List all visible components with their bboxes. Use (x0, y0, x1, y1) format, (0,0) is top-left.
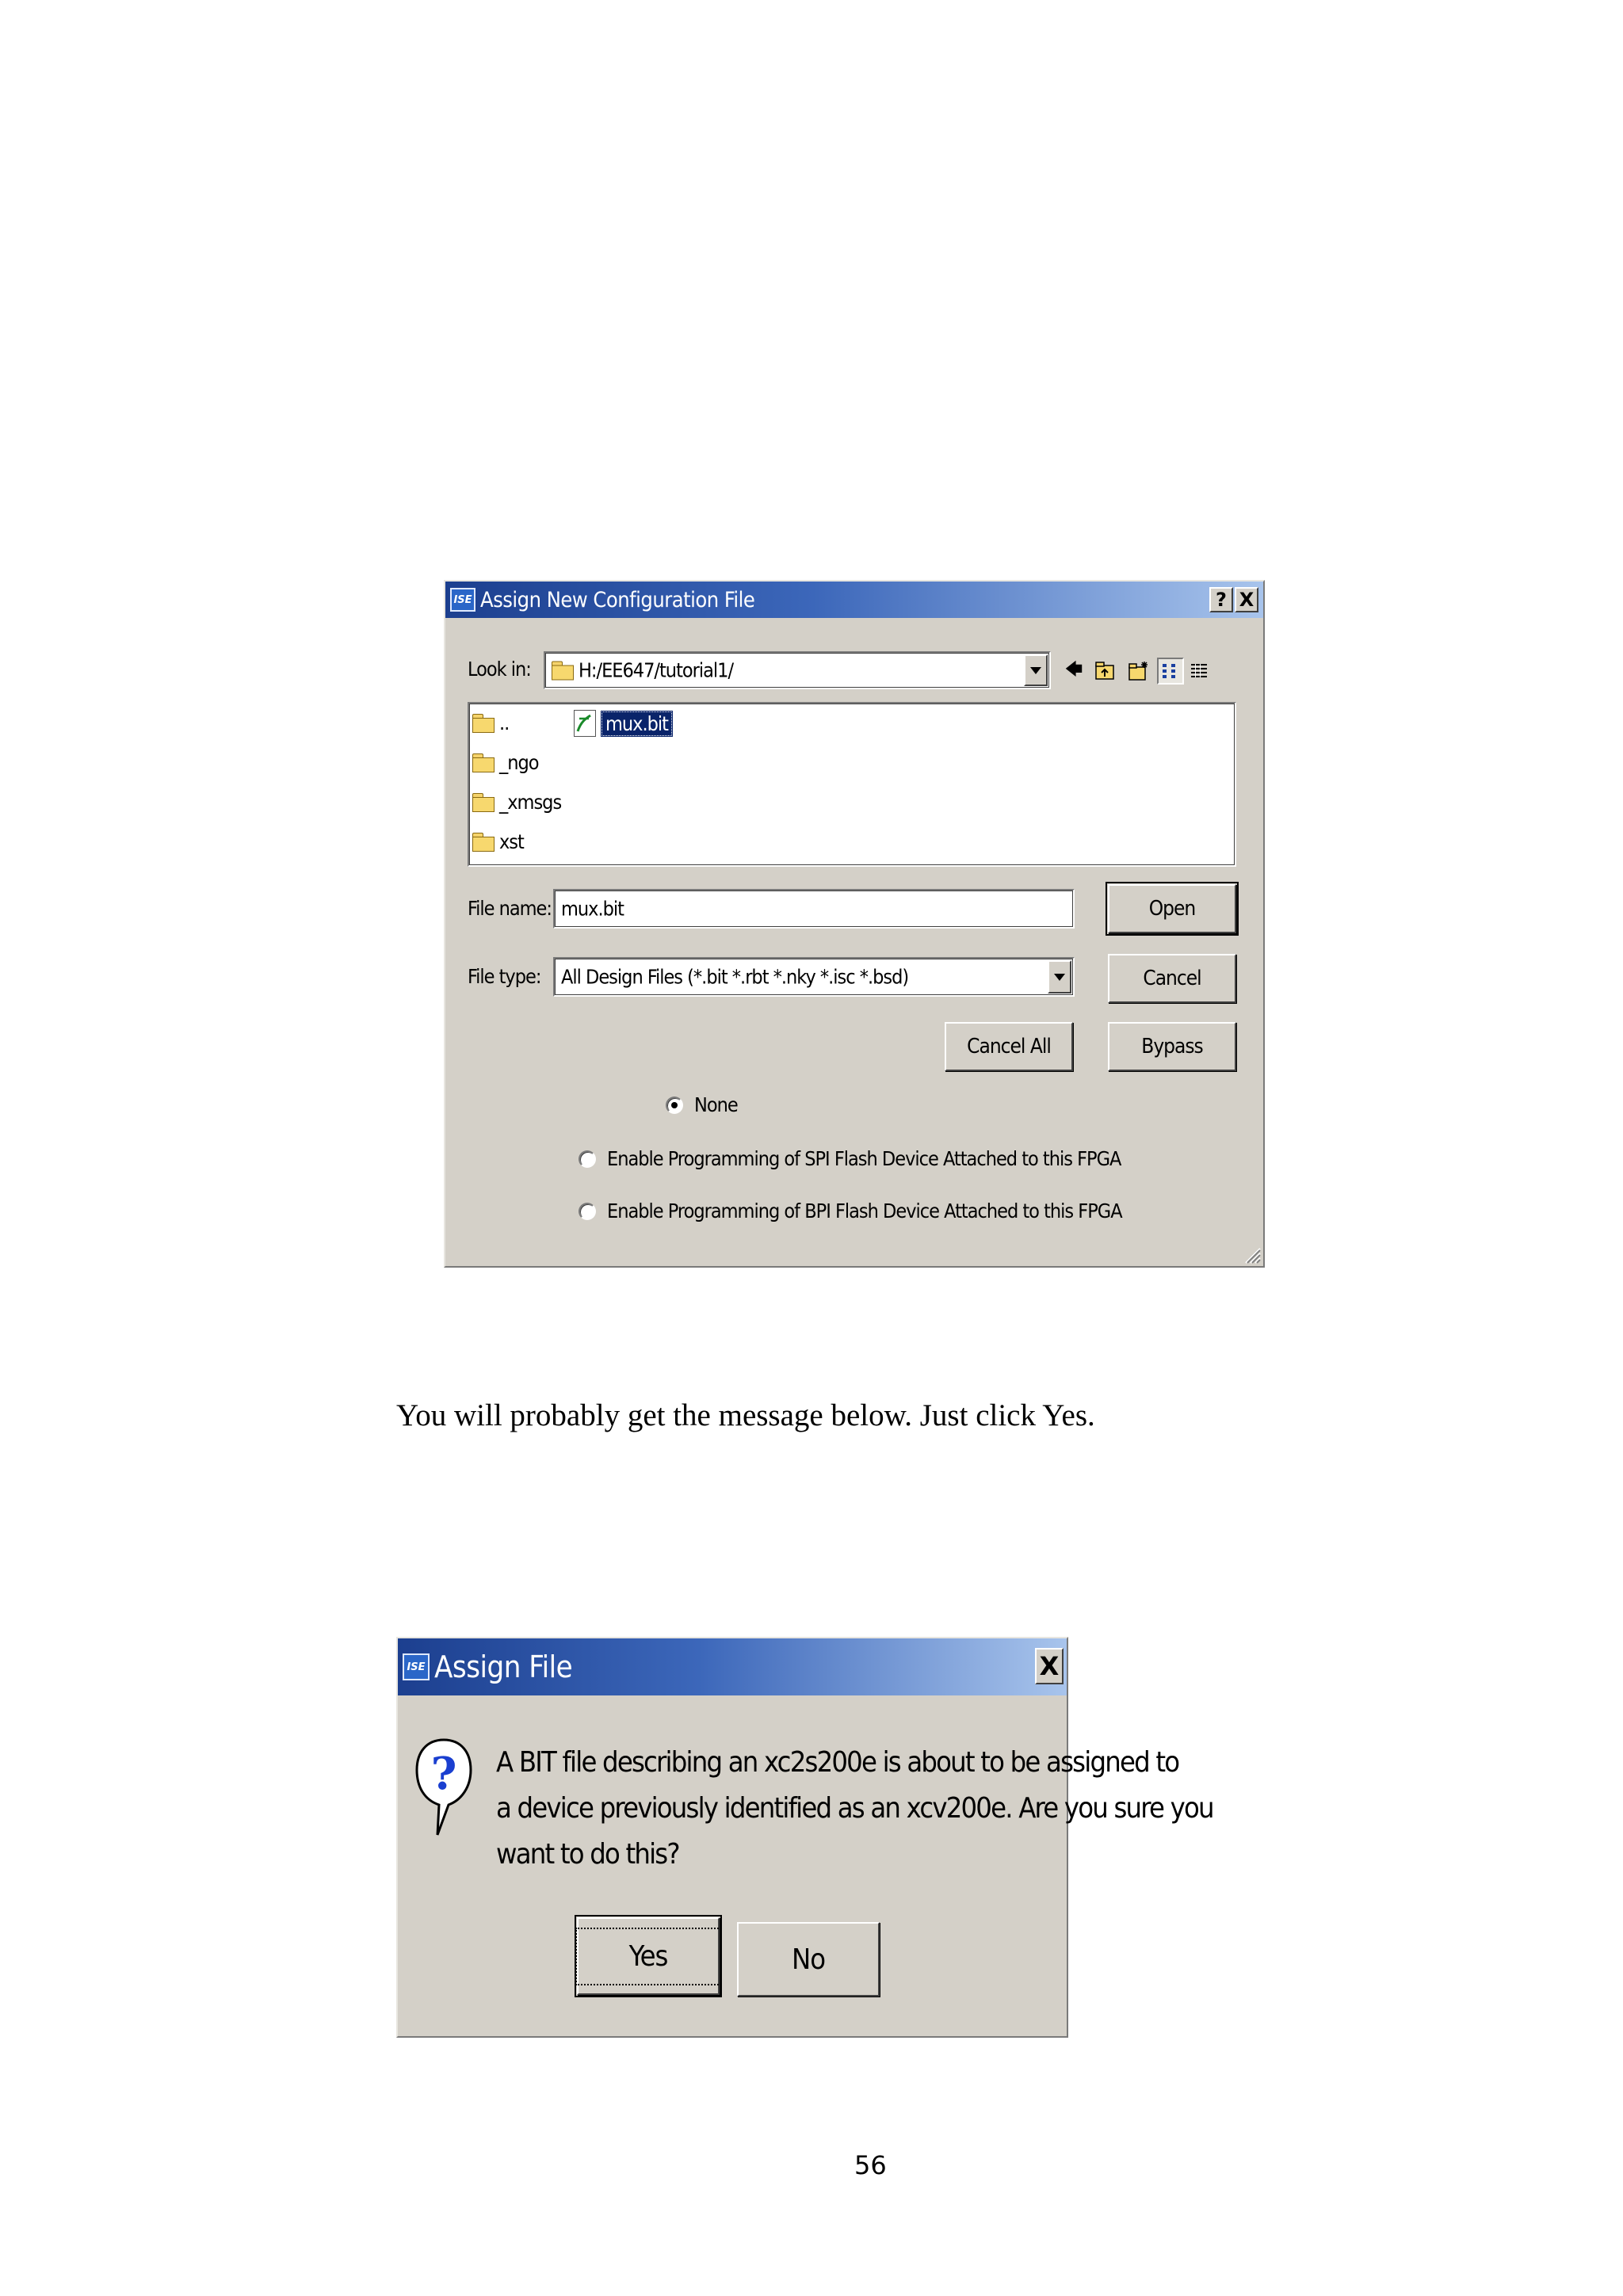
cancel-button[interactable]: Cancel (1108, 954, 1236, 1003)
look-in-label: Look in: (468, 658, 531, 681)
ise-app-icon: ISE (403, 1653, 430, 1680)
radio-spi-flash-label: Enable Programming of SPI Flash Device Attached to this FPGA (607, 1147, 1121, 1170)
list-view-icon[interactable] (1157, 658, 1184, 685)
svg-text:?: ? (430, 1748, 457, 1800)
chevron-down-icon[interactable] (1048, 960, 1071, 994)
no-button[interactable]: No (737, 1922, 880, 1997)
bypass-button[interactable]: Bypass (1108, 1022, 1236, 1071)
cancel-all-button[interactable]: Cancel All (945, 1022, 1073, 1071)
folder-icon (552, 661, 575, 680)
message-line-3: want to do this? (496, 1838, 679, 1871)
new-folder-icon[interactable] (1127, 659, 1151, 683)
look-in-value: H:/EE647/tutorial1/ (579, 658, 734, 682)
dialog-titlebar[interactable] (445, 582, 1263, 618)
up-folder-icon[interactable] (1094, 659, 1117, 683)
list-item[interactable]: .. (472, 711, 509, 734)
file-name-input[interactable]: mux.bit (553, 889, 1075, 929)
ise-app-icon: ISE (450, 588, 475, 612)
close-button[interactable]: X (1035, 1648, 1064, 1684)
open-button[interactable]: Open (1108, 884, 1236, 933)
look-in-dropdown[interactable] (544, 651, 1051, 689)
file-name-label: File name: (468, 897, 552, 920)
dialog-title: Assign New Configuration File (480, 587, 755, 612)
list-item[interactable]: _ngo (472, 751, 539, 774)
bit-file-icon (574, 710, 596, 737)
resize-grip-icon[interactable] (1241, 1244, 1262, 1264)
list-item[interactable]: xst (472, 830, 524, 853)
yes-button[interactable]: Yes (577, 1917, 720, 1995)
radio-bpi-flash-label: Enable Programming of BPI Flash Device Attached to this FPGA (607, 1199, 1122, 1222)
file-type-label: File type: (468, 965, 541, 988)
details-view-icon[interactable] (1187, 659, 1211, 683)
radio-none[interactable] (666, 1097, 683, 1114)
back-arrow-icon[interactable]: 🡄 (1064, 660, 1083, 680)
question-icon (414, 1737, 474, 1841)
help-button[interactable]: ? (1209, 587, 1233, 612)
dialog-titlebar[interactable] (398, 1638, 1067, 1695)
list-item[interactable]: _xmsgs (472, 791, 561, 814)
folder-icon (472, 793, 496, 812)
page-number: 56 (854, 2150, 887, 2180)
message-line-2: a device previously identified as an xcv200e. Are you sure you (496, 1792, 1213, 1825)
instruction-text: You will probably get the message below. Just click Yes. (396, 1398, 1095, 1432)
folder-icon (472, 714, 496, 733)
file-list[interactable] (468, 702, 1236, 867)
list-item-selected[interactable]: mux.bit (574, 707, 673, 740)
folder-icon (472, 753, 496, 772)
chevron-down-icon[interactable] (1024, 654, 1048, 686)
radio-none-label: None (694, 1093, 738, 1116)
dialog-title: Assign File (434, 1650, 573, 1684)
configuration-file-dialog (444, 580, 1265, 1268)
radio-bpi-flash[interactable] (579, 1203, 596, 1220)
file-type-dropdown[interactable]: All Design Files (*.bit *.rbt *.nky *.isc *.bsd) (553, 957, 1075, 997)
folder-icon (472, 833, 496, 852)
close-button[interactable]: X (1235, 587, 1258, 612)
message-line-1: A BIT file describing an xc2s200e is about to be assigned to (496, 1746, 1179, 1779)
assign-file-dialog (396, 1637, 1213, 2038)
radio-spi-flash[interactable] (579, 1150, 596, 1168)
